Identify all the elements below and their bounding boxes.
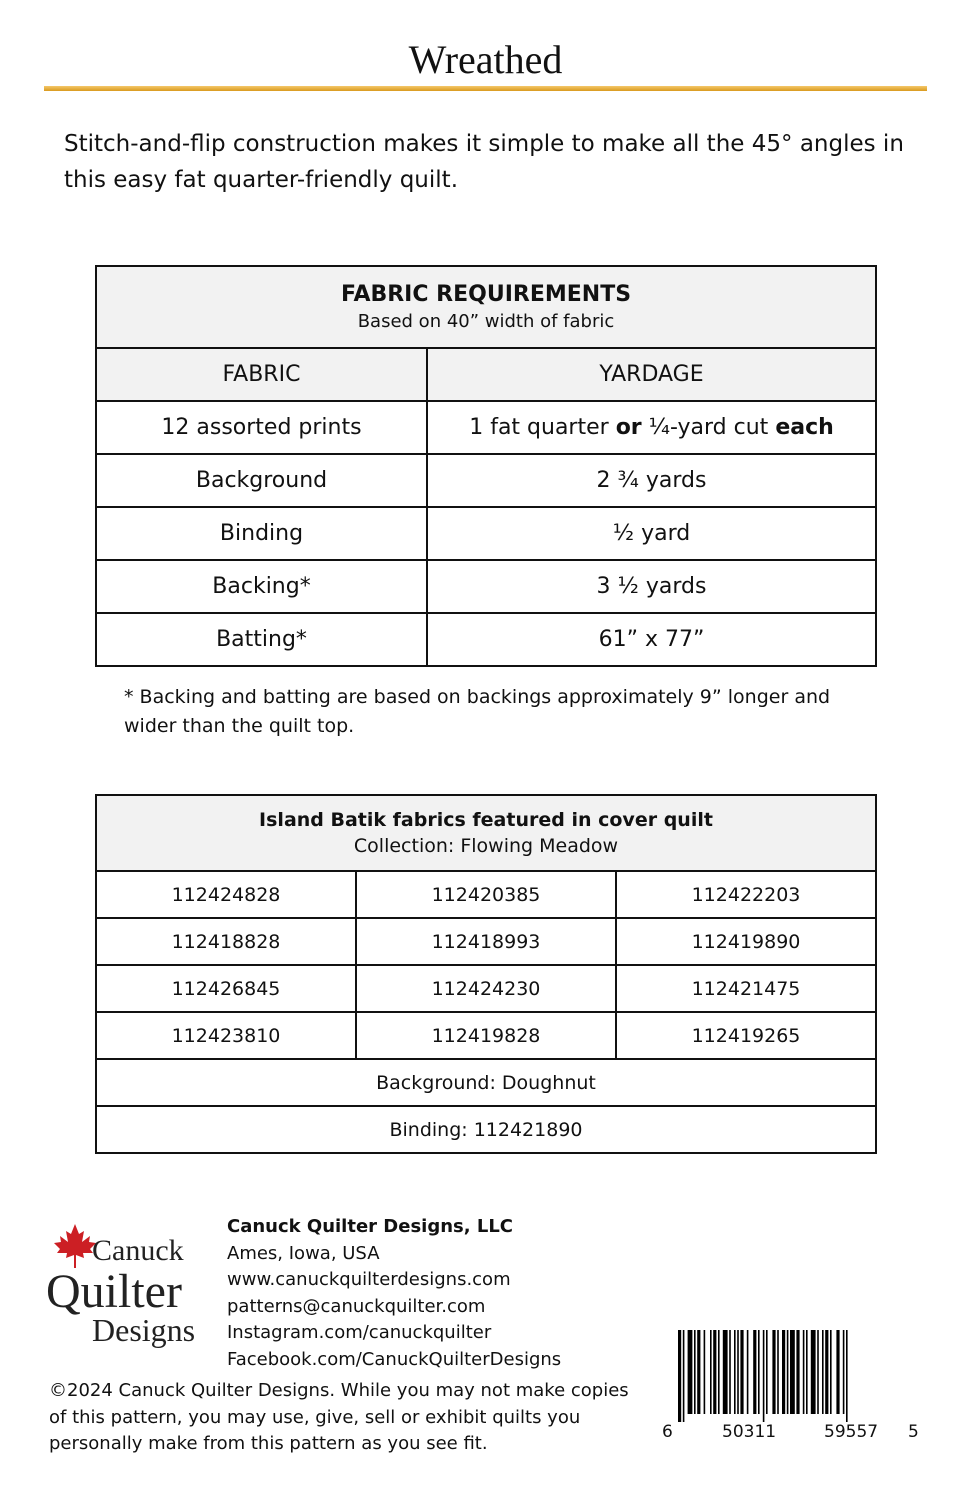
barcode-bar	[683, 1330, 685, 1422]
fabric-code-cell: 112426845	[96, 965, 356, 1012]
barcode-bar	[806, 1330, 808, 1414]
background-fabric-cell: Background: Doughnut	[96, 1059, 876, 1106]
instagram-link[interactable]: Instagram.com/canuckquilter	[227, 1322, 492, 1343]
logo-text-designs: Designs	[92, 1312, 196, 1348]
barcode-bar	[803, 1330, 805, 1414]
barcode-bar	[734, 1330, 736, 1414]
backing-note: * Backing and batting are based on backings approximately 9” longer and wider than the quilt top.	[124, 686, 831, 737]
barcode-bar	[688, 1330, 693, 1414]
fabric-code-cell: 112419828	[356, 1012, 616, 1059]
barcode-bar	[694, 1330, 696, 1414]
table-row	[96, 507, 876, 560]
barcode-bar	[723, 1330, 728, 1414]
table-row	[96, 965, 876, 1012]
company-logo	[44, 1218, 214, 1348]
barcode-bar	[697, 1330, 700, 1414]
fabric-table-subtitle: Based on 40” width of fabric	[357, 311, 615, 332]
barcode-digits-right: 59557	[824, 1422, 879, 1442]
barcode-digit-first: 6	[662, 1422, 673, 1442]
barcode-bar	[790, 1330, 795, 1414]
fabric-code-cell: 112418993	[356, 918, 616, 965]
fabric-cell: Binding	[96, 507, 427, 560]
title-divider	[44, 86, 927, 91]
barcode-bar	[718, 1330, 720, 1414]
yardage-cell: 2 ¾ yards	[427, 454, 876, 507]
barcode-bar	[777, 1330, 779, 1414]
fabric-code-cell: 112419265	[616, 1012, 876, 1059]
barcode-bar	[796, 1330, 799, 1414]
page-title: Wreathed	[408, 37, 563, 82]
barcode-bar	[822, 1330, 824, 1414]
company-location: Ames, Iowa, USA	[227, 1242, 380, 1264]
yardage-cell: 1 fat quarter or ¼-yard cut each	[427, 401, 876, 454]
batik-table-subtitle: Collection: Flowing Meadow	[353, 835, 619, 857]
barcode-bar	[830, 1330, 832, 1414]
fabric-cell: Background	[96, 454, 427, 507]
fabric-cell: 12 assorted prints	[96, 401, 427, 454]
table-row	[96, 1012, 876, 1059]
barcode-bar	[836, 1330, 839, 1414]
column-header-yardage: YARDAGE	[427, 348, 876, 401]
barcode-bar	[740, 1330, 743, 1414]
barcode-bar	[710, 1330, 712, 1414]
table-row	[96, 1106, 876, 1153]
fabric-code-cell: 112423810	[96, 1012, 356, 1059]
company-name: Canuck Quilter Designs, LLC	[227, 1216, 514, 1237]
fabric-table-header	[96, 266, 876, 348]
fabric-code-cell: 112421475	[616, 965, 876, 1012]
table-row	[96, 871, 876, 918]
facebook-link[interactable]: Facebook.com/CanuckQuilterDesigns	[227, 1348, 562, 1370]
barcode-bar	[753, 1330, 756, 1414]
barcode-bar	[704, 1330, 706, 1414]
barcode-bar	[811, 1330, 816, 1414]
barcode-bars	[678, 1330, 908, 1422]
barcode-bar	[782, 1330, 785, 1414]
table-row	[96, 401, 876, 454]
barcode-bar	[817, 1330, 819, 1414]
logo-text-canuck: Canuck	[92, 1234, 184, 1267]
fabric-cell: Batting*	[96, 613, 427, 666]
table-row	[96, 918, 876, 965]
barcode-bar	[763, 1330, 765, 1422]
email-link[interactable]: patterns@canuckquilter.com	[227, 1295, 486, 1317]
table-row	[96, 1059, 876, 1106]
copyright-notice: ©2024 Canuck Quilter Designs. While you may not make copies of this pattern, you may use, give, sell or exhibit quilts you personally make from this pattern as you see fit.	[49, 1380, 629, 1454]
barcode	[660, 1326, 920, 1444]
barcode-digit-last: 5	[908, 1422, 919, 1442]
barcode-bar	[843, 1330, 845, 1414]
barcode-bar	[713, 1330, 716, 1414]
barcode-bar	[766, 1330, 768, 1414]
barcode-bar	[729, 1330, 731, 1414]
barcode-bar	[747, 1330, 749, 1414]
barcode-bar	[846, 1330, 848, 1422]
intro-paragraph: Stitch-and-flip construction makes it simple to make all the 45° angles in this easy fat quarter-friendly quilt.	[64, 131, 904, 193]
binding-fabric-cell: Binding: 112421890	[96, 1106, 876, 1153]
barcode-digits-left: 50311	[722, 1422, 777, 1442]
contact-info	[227, 1214, 561, 1373]
fabric-table-title: FABRIC REQUIREMENTS	[340, 282, 632, 307]
table-row	[96, 454, 876, 507]
barcode-bar	[737, 1330, 739, 1414]
logo-text-quilter: Quilter	[46, 1265, 182, 1318]
batik-table-header	[96, 795, 876, 871]
yardage-cell: 61” x 77”	[427, 613, 876, 666]
fabric-cell: Backing*	[96, 560, 427, 613]
barcode-bar	[787, 1330, 789, 1414]
yardage-cell: 3 ½ yards	[427, 560, 876, 613]
barcode-bar	[758, 1330, 760, 1414]
fabric-code-cell: 112419890	[616, 918, 876, 965]
island-batik-table	[95, 794, 877, 1154]
fabric-code-cell: 112418828	[96, 918, 356, 965]
table-row	[96, 613, 876, 666]
website-link[interactable]: www.canuckquilterdesigns.com	[227, 1269, 511, 1290]
barcode-bar	[825, 1330, 828, 1414]
barcode-bar	[678, 1330, 681, 1422]
column-header-fabric: FABRIC	[96, 348, 427, 401]
fabric-code-cell: 112422203	[616, 871, 876, 918]
fabric-code-cell: 112424828	[96, 871, 356, 918]
yardage-cell: ½ yard	[427, 507, 876, 560]
fabric-code-cell: 112420385	[356, 871, 616, 918]
barcode-bar	[772, 1330, 775, 1414]
fabric-requirements-table	[95, 265, 877, 667]
table-row	[96, 560, 876, 613]
fabric-code-cell: 112424230	[356, 965, 616, 1012]
batik-table-title: Island Batik fabrics featured in cover quilt	[259, 809, 713, 831]
